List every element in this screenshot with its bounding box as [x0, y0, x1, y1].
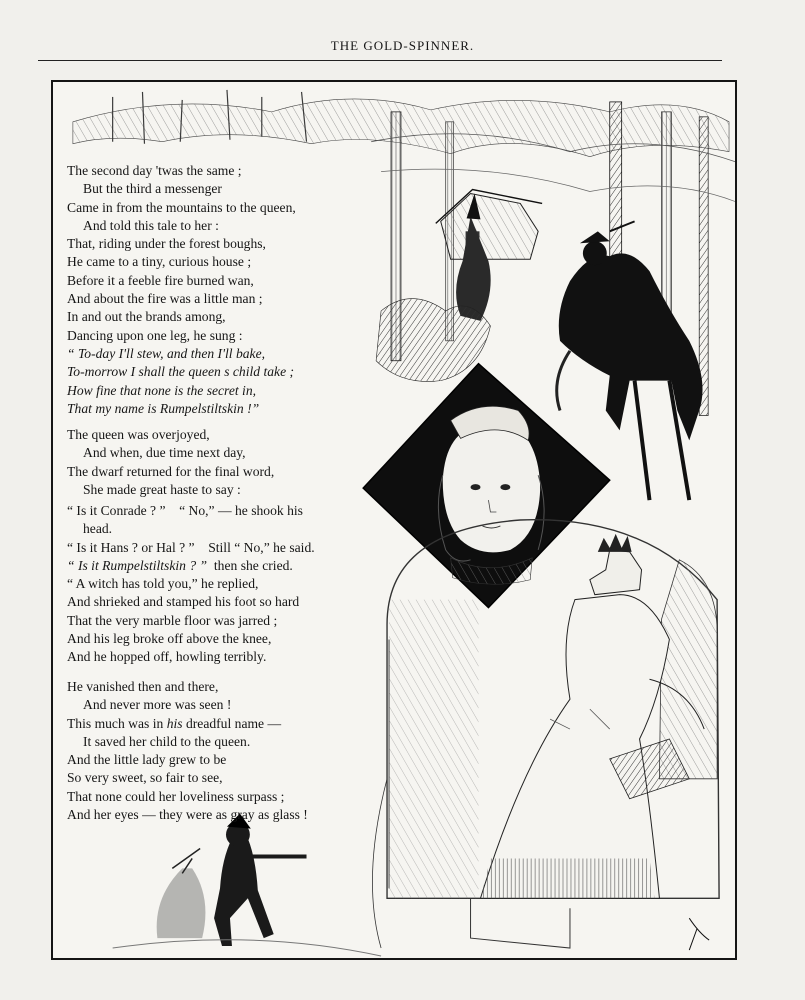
poem-line: The queen was overjoyed,: [67, 427, 210, 442]
poem-line-italic: “ To-day I'll stew, and then I'll bake,: [67, 345, 265, 361]
poem-line: He vanished then and there,: [67, 679, 219, 694]
poem-line: And shrieked and stamped his foot so hard: [67, 594, 300, 610]
dialogue-answer: Still “ No,” he said.: [208, 539, 315, 555]
poem-line-italic: How fine that none is the secret in,: [67, 382, 257, 398]
poem-line: Before it a feeble fire burned wan,: [67, 272, 254, 288]
running-head: THE GOLD-SPINNER.: [330, 38, 475, 53]
poem-line: So very sweet, so fair to see,: [67, 770, 223, 786]
stanza-3: [67, 502, 315, 667]
poem-line: He came to a tiny, curious house ;: [67, 254, 252, 270]
dialogue-answer: then she cried.: [213, 557, 293, 573]
poem-line: And when, due time next day,: [83, 445, 246, 461]
poem-line: But the third a messenger: [83, 181, 222, 197]
stanza-4: [67, 678, 308, 824]
poem-line-italic: To-morrow I shall the queen s child take ;: [67, 364, 295, 380]
poem-line: [67, 557, 315, 575]
poem-line: And her eyes — they were as gray as glass !: [67, 807, 308, 823]
poem-line: The dwarf returned for the final word,: [67, 463, 275, 479]
poem-line: And his leg broke off above the knee,: [67, 631, 272, 647]
poem-line: It saved her child to the queen.: [83, 733, 251, 749]
stanza-1: [67, 162, 296, 418]
poem-line: And never more was seen !: [83, 697, 232, 713]
poem-line: And the little lady grew to be: [67, 752, 227, 768]
stanza-2: [67, 426, 274, 499]
poem-line: That none could her loveliness surpass ;: [67, 788, 285, 804]
poem-line: In and out the brands among,: [67, 309, 226, 325]
poem-line-italic: That my name is Rumpelstiltskin !”: [67, 400, 260, 416]
poem-line: That the very marble floor was jarred ;: [67, 612, 278, 628]
dialogue-answer: “ No,” — he shook his: [179, 503, 303, 518]
poem-line: [67, 502, 315, 520]
poem-line: That, riding under the forest boughs,: [67, 236, 266, 252]
dwarf-figure: [113, 814, 381, 956]
queen-scene: [372, 520, 719, 950]
illustration-frame: [51, 80, 737, 960]
dialogue-question: “ Is it Rumpelstiltskin ? ”: [67, 557, 208, 573]
child-portrait: [363, 364, 610, 608]
poem-line: [67, 539, 315, 557]
dialogue-question: “ Is it Conrade ? ”: [67, 503, 166, 518]
header-rule: [38, 60, 722, 61]
poem-line: And he hopped off, howling terribly.: [67, 649, 267, 665]
poem-line: And told this tale to her :: [83, 217, 219, 233]
poem-line: The second day 'twas the same ;: [67, 163, 242, 178]
poem-line: Came in from the mountains to the queen,: [67, 199, 296, 215]
poem-line: head.: [83, 521, 113, 537]
poem-line: Dancing upon one leg, he sung :: [67, 327, 243, 343]
poem-line: And about the fire was a little man ;: [67, 291, 263, 307]
poem-line: “ A witch has told you,” he replied,: [67, 576, 259, 592]
poem-line: This much was in his dreadful name —: [67, 715, 282, 731]
dialogue-question: “ Is it Hans ? or Hal ? ”: [67, 539, 195, 555]
poem-line: She made great haste to say :: [83, 481, 241, 497]
